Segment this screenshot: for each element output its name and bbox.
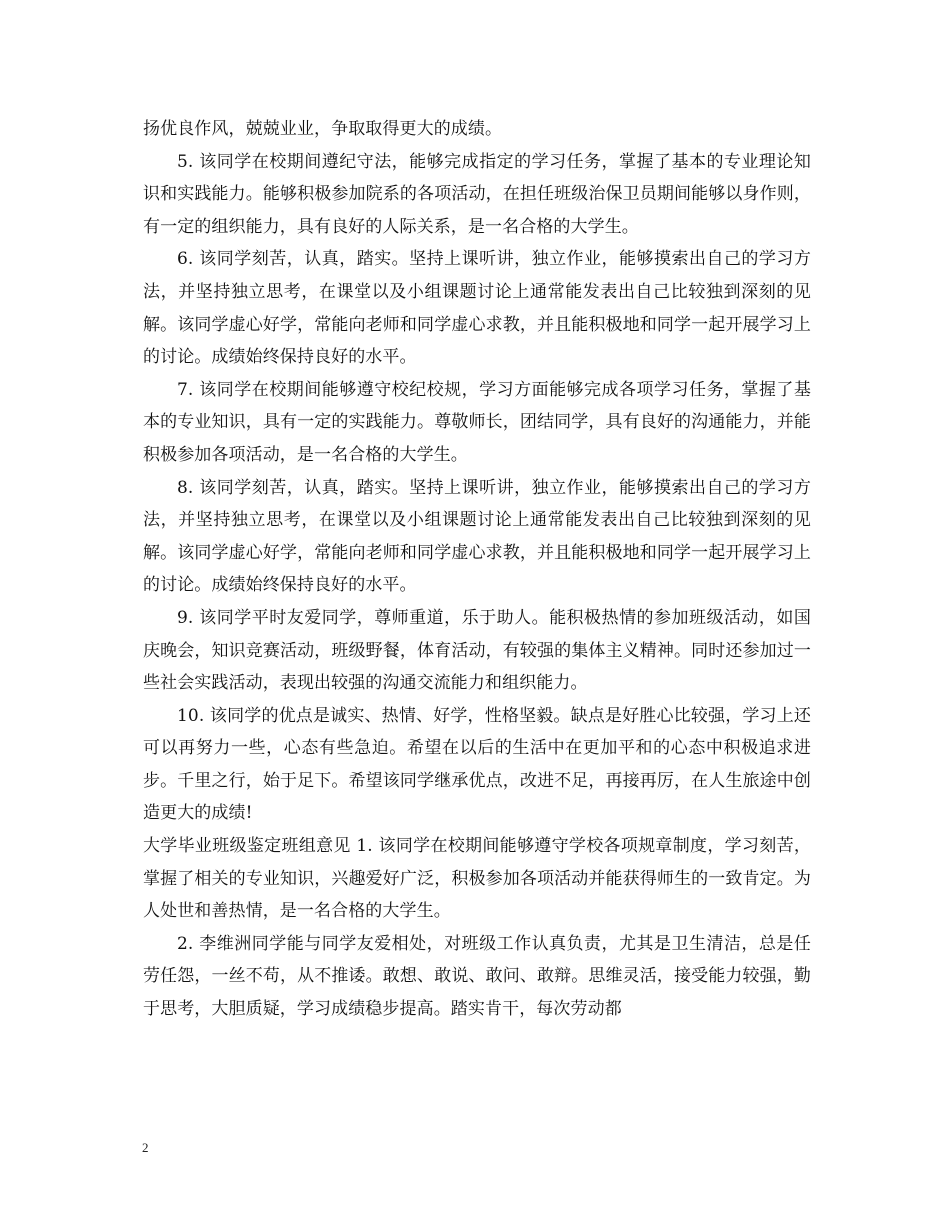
paragraph-item-6: 6. 该同学刻苦，认真，踏实。坚持上课听讲，独立作业，能够摸索出自己的学习方法，并坚持独立思考，在课堂以及小组课题讨论上通常能发表出自己比较独到深刻的见解。该同学虚心好学，常能向老师和同学虚心求教，并且能积极地和同学一起开展学习上的讨论。成绩始终保持良好的水平。 (143, 249, 811, 368)
paragraph-item-10: 10. 该同学的优点是诚实、热情、好学，性格坚毅。缺点是好胜心比较强，学习上还可以再努力一些，心态有些急迫。希望在以后的生活中在更加平和的心态中积极追求进步。千里之行，始于足下。希望该同学继承优点，改进不足，再接再厉，在人生旅途中创造更大的成绩! (143, 705, 811, 824)
paragraph-item-9: 9. 该同学平时友爱同学，尊师重道，乐于助人。能积极热情的参加班级活动，如国庆晚会，知识竞赛活动，班级野餐，体育活动，有较强的集体主义精神。同时还参加过一些社会实践活动，表现出较强的沟通交流能力和组织能力。 (143, 607, 811, 694)
paragraph-item-7: 7. 该同学在校期间能够遵守校纪校规，学习方面能够完成各项学习任务，掌握了基本的专业知识，具有一定的实践能力。尊敬师长，团结同学，具有良好的沟通能力，并能积极参加各项活动，是一名合格的大学生。 (143, 379, 811, 465)
paragraph-continuation: 扬优良作风，兢兢业业，争取取得更大的成绩。 (143, 119, 503, 139)
page-number: 2 (142, 1140, 149, 1155)
paragraph-item-2: 2. 李维洲同学能与同学友爱相处，对班级工作认真负责，尤其是卫生清洁，总是任劳任怨，一丝不苟，从不推诿。敢想、敢说、敢问、敢辩。思维灵活，接受能力较强，勤于思考，大胆质疑，学习成绩稳步提高。踏实肯干，每次劳动都 (143, 933, 811, 1020)
paragraph-section-heading-item-1: 大学毕业班级鉴定班组意见 1. 该同学在校期间能够遵守学校各项规章制度，学习刻苦，掌握了相关的专业知识，兴趣爱好广泛，积极参加各项活动并能获得师生的一致肯定。为人处世和善热情，是一名合格的大学生。 (143, 836, 811, 922)
paragraph-item-8: 8. 该同学刻苦，认真，踏实。坚持上课听讲，独立作业，能够摸索出自己的学习方法，并坚持独立思考，在课堂以及小组课题讨论上通常能发表出自己比较独到深刻的见解。该同学虚心好学，常能向老师和同学虚心求教，并且能积极地和同学一起开展学习上的讨论。成绩始终保持良好的水平。 (143, 477, 811, 596)
paragraph-item-5: 5. 该同学在校期间遵纪守法，能够完成指定的学习任务，掌握了基本的专业理论知识和实践能力。能够积极参加院系的各项活动，在担任班级治保卫员期间能够以身作则，有一定的组织能力，具有良好的人际关系，是一名合格的大学生。 (143, 151, 811, 237)
document-body (143, 113, 811, 1026)
